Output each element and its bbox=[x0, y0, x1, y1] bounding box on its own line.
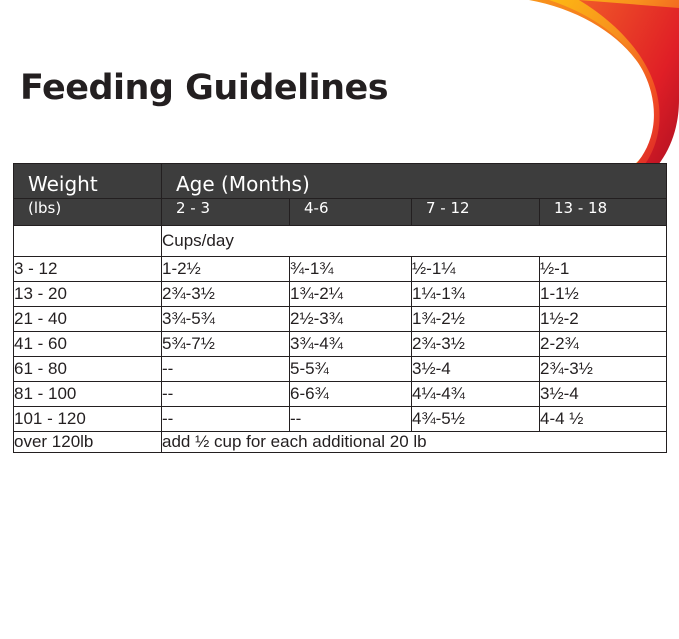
header-age-col-1: 4-6 bbox=[290, 199, 412, 226]
feeding-guidelines-table-wrapper bbox=[13, 163, 666, 453]
row-cups-3: 3½-4 bbox=[540, 382, 667, 407]
row-cups-3: 1-1½ bbox=[540, 282, 667, 307]
header-age-col-0: 2 - 3 bbox=[162, 199, 290, 226]
table-row bbox=[14, 332, 667, 357]
table-header-main-row bbox=[14, 164, 667, 199]
row-cups-1: 6-6¾ bbox=[290, 382, 412, 407]
row-cups-3: 2-2¾ bbox=[540, 332, 667, 357]
row-cups-3: 2¾-3½ bbox=[540, 357, 667, 382]
row-weight: 3 - 12 bbox=[14, 257, 162, 282]
row-cups-0: 5¾-7½ bbox=[162, 332, 290, 357]
table-row bbox=[14, 282, 667, 307]
feeding-guidelines-table bbox=[13, 163, 667, 453]
row-cups-3: ½-1 bbox=[540, 257, 667, 282]
footer-weight: over 120lb bbox=[14, 432, 162, 453]
row-cups-2: 1¼-1¾ bbox=[412, 282, 540, 307]
header-weight-sub: (lbs) bbox=[14, 199, 162, 226]
row-cups-0: 1-2½ bbox=[162, 257, 290, 282]
table-row bbox=[14, 357, 667, 382]
row-cups-1: 2½-3¾ bbox=[290, 307, 412, 332]
row-weight: 21 - 40 bbox=[14, 307, 162, 332]
row-cups-2: 1¾-2½ bbox=[412, 307, 540, 332]
row-cups-2: 3½-4 bbox=[412, 357, 540, 382]
row-cups-1: ¾-1¾ bbox=[290, 257, 412, 282]
page-title: Feeding Guidelines bbox=[20, 68, 389, 108]
row-cups-0: -- bbox=[162, 407, 290, 432]
row-cups-0: 3¾-5¾ bbox=[162, 307, 290, 332]
row-weight: 81 - 100 bbox=[14, 382, 162, 407]
row-cups-2: ½-1¼ bbox=[412, 257, 540, 282]
row-cups-2: 2¾-3½ bbox=[412, 332, 540, 357]
units-label: Cups/day bbox=[162, 226, 667, 257]
row-weight: 101 - 120 bbox=[14, 407, 162, 432]
header-age-col-3: 13 - 18 bbox=[540, 199, 667, 226]
row-cups-0: -- bbox=[162, 382, 290, 407]
header-age-col-2: 7 - 12 bbox=[412, 199, 540, 226]
row-cups-0: -- bbox=[162, 357, 290, 382]
header-age-main: Age (Months) bbox=[162, 164, 667, 199]
row-weight: 13 - 20 bbox=[14, 282, 162, 307]
row-cups-1: -- bbox=[290, 407, 412, 432]
table-row-units bbox=[14, 226, 667, 257]
table-footer-row bbox=[14, 432, 667, 453]
row-cups-1: 5-5¾ bbox=[290, 357, 412, 382]
footer-note: add ½ cup for each additional 20 lb bbox=[162, 432, 667, 453]
row-cups-3: 4-4 ½ bbox=[540, 407, 667, 432]
table-row bbox=[14, 307, 667, 332]
table-header-sub-row bbox=[14, 199, 667, 226]
row-cups-1: 1¾-2¼ bbox=[290, 282, 412, 307]
table-row bbox=[14, 257, 667, 282]
header-weight-main: Weight bbox=[14, 164, 162, 199]
table-row bbox=[14, 407, 667, 432]
row-weight: 61 - 80 bbox=[14, 357, 162, 382]
row-cups-0: 2¾-3½ bbox=[162, 282, 290, 307]
row-cups-2: 4¾-5½ bbox=[412, 407, 540, 432]
units-weight-blank bbox=[14, 226, 162, 257]
row-weight: 41 - 60 bbox=[14, 332, 162, 357]
row-cups-2: 4¼-4¾ bbox=[412, 382, 540, 407]
table-row bbox=[14, 382, 667, 407]
row-cups-1: 3¾-4¾ bbox=[290, 332, 412, 357]
row-cups-3: 1½-2 bbox=[540, 307, 667, 332]
